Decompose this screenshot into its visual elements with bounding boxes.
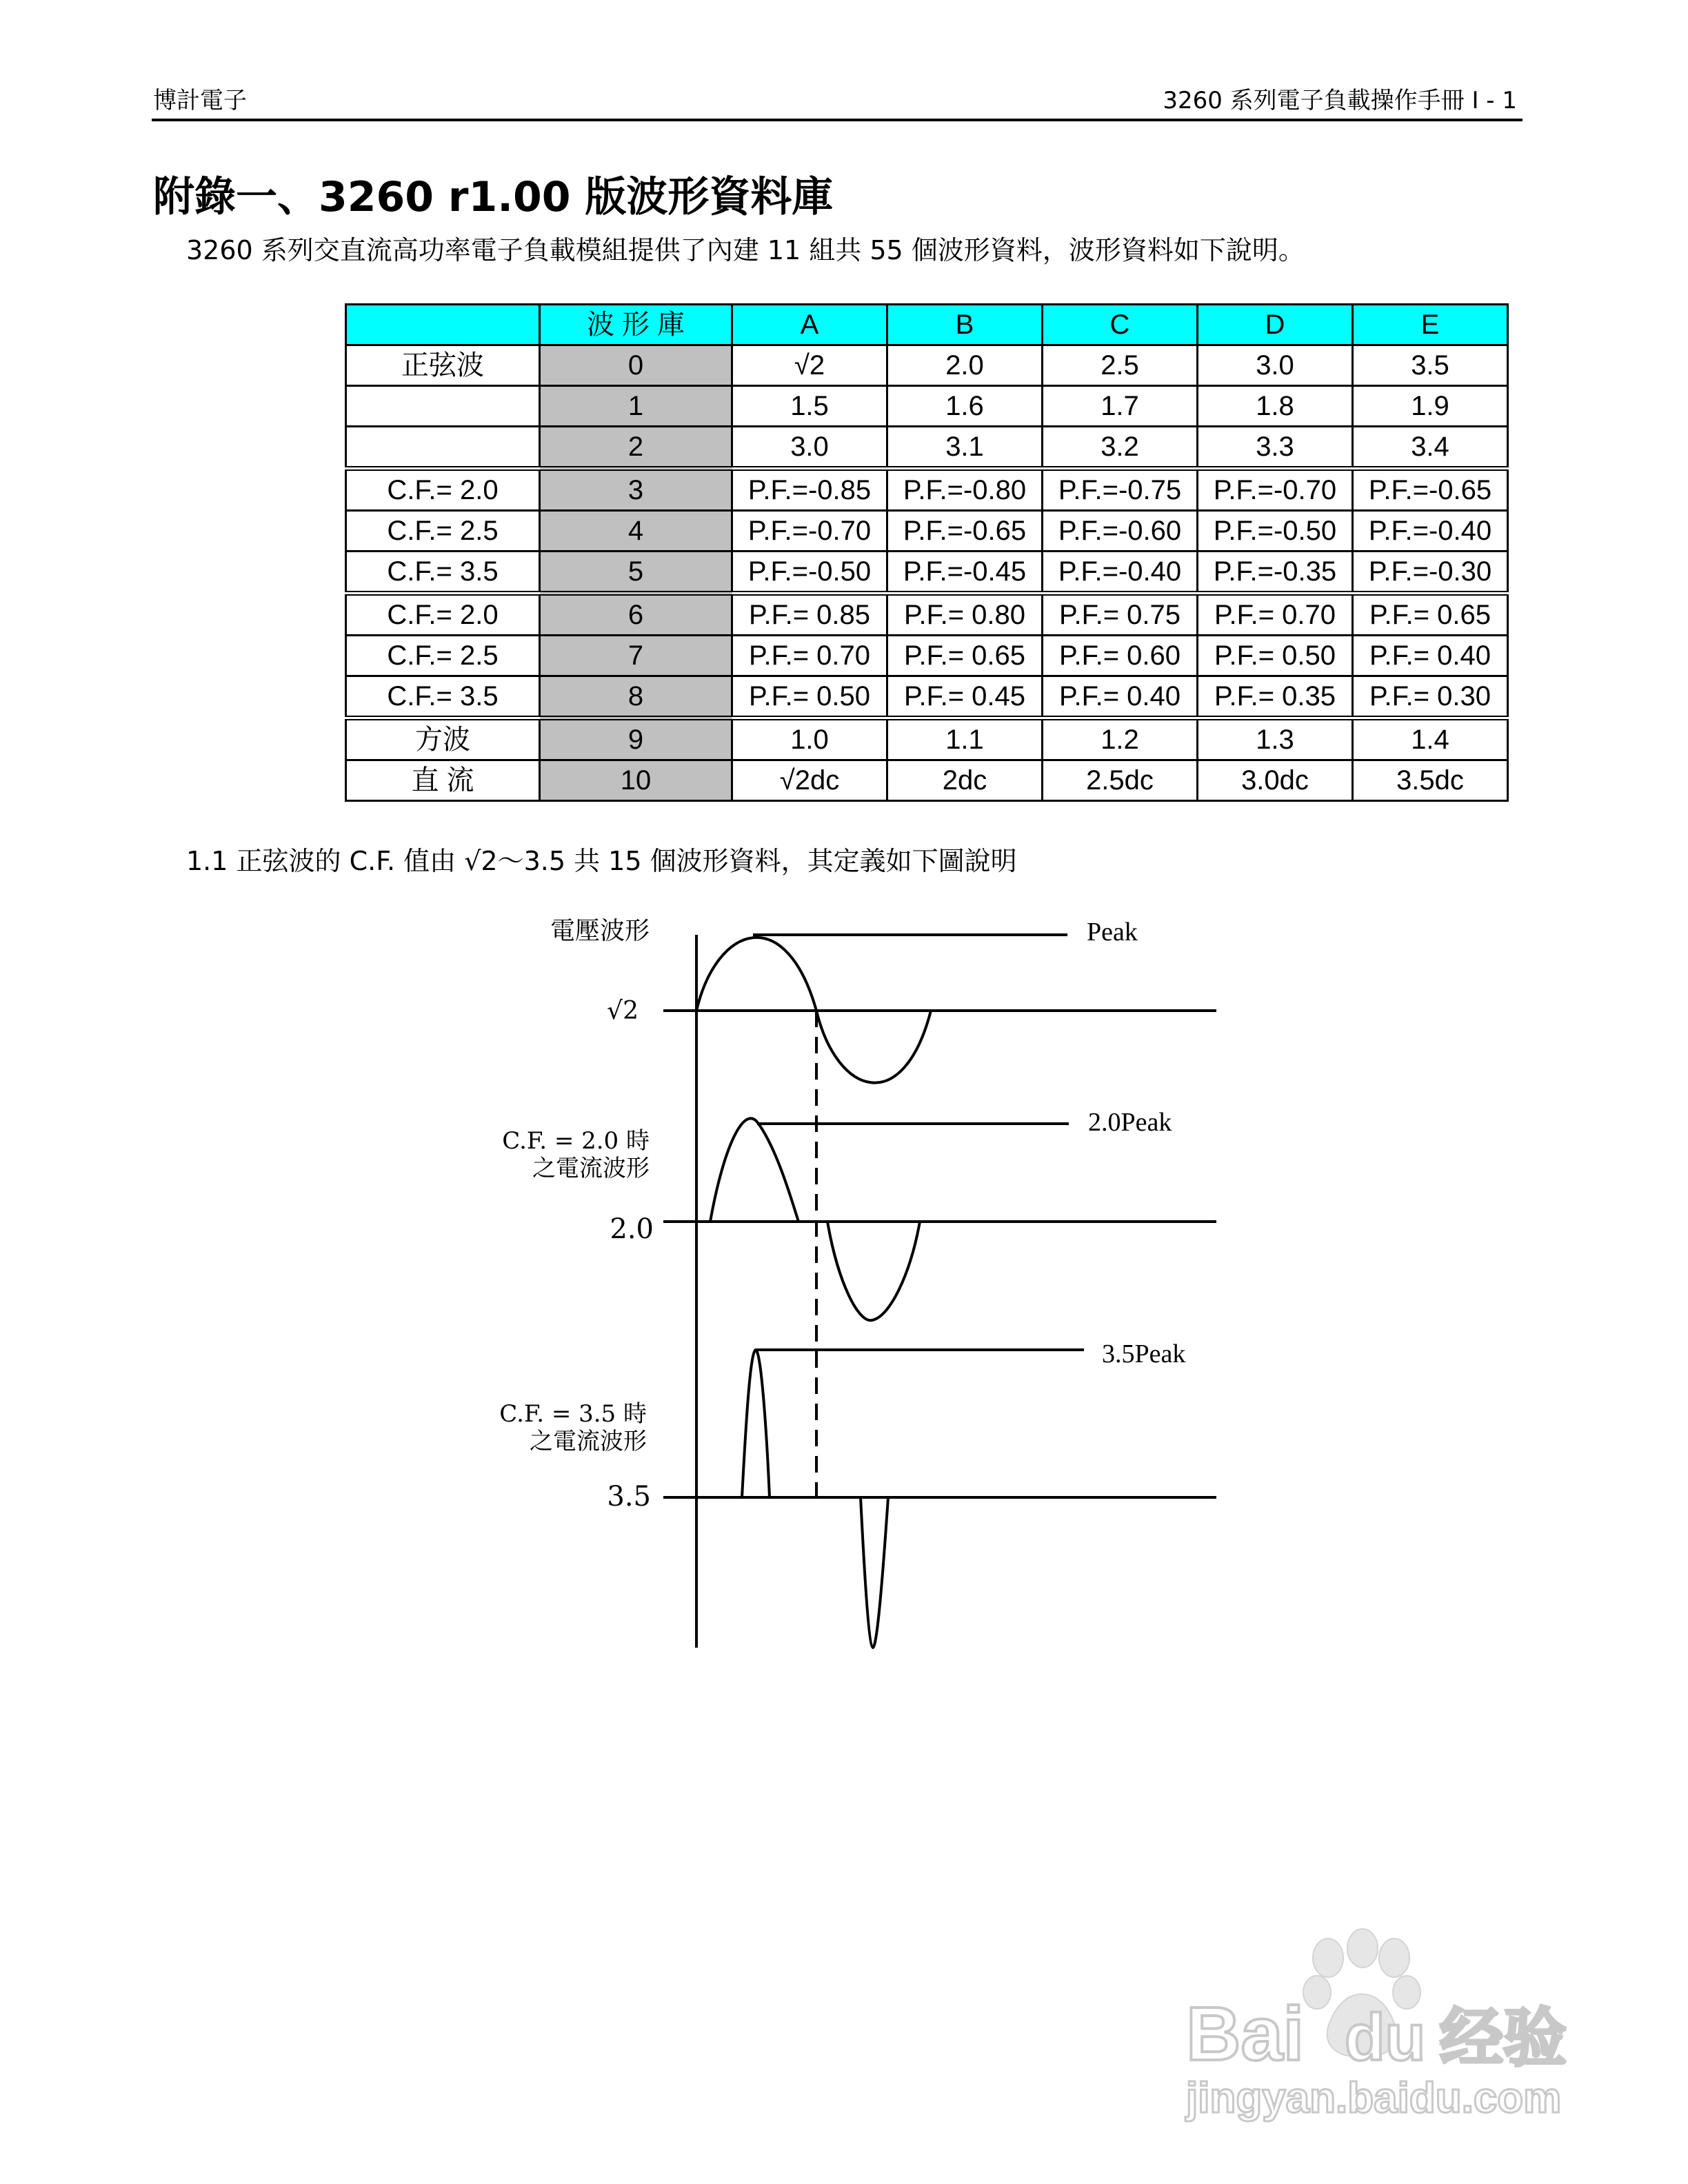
- header-company: 博計電子: [153, 87, 247, 114]
- cf20-label-line1: C.F. = 2.0 時: [502, 1127, 650, 1155]
- value-cell: 3.2: [1043, 427, 1198, 469]
- row-index-cell: 2: [540, 427, 732, 469]
- row-index-cell: 6: [540, 594, 732, 636]
- value-cell: 3.0: [732, 427, 887, 469]
- row-index-cell: 0: [540, 345, 732, 386]
- row-label-cell: C.F.= 2.0: [346, 469, 540, 511]
- level-sqrt2-label: √2: [607, 997, 639, 1025]
- table-header-cell: 波 形 庫: [540, 305, 732, 345]
- row-index-cell: 5: [540, 552, 732, 594]
- peak-2-label: 2.0Peak: [1088, 1108, 1172, 1137]
- svg-text:du: du: [1345, 2001, 1426, 2074]
- row-index-cell: 8: [540, 676, 732, 718]
- baidu-watermark: [1172, 1917, 1600, 2123]
- row-label-cell: C.F.= 2.0: [346, 594, 540, 636]
- row-index-cell: 3: [540, 469, 732, 511]
- value-cell: 1.2: [1043, 718, 1198, 760]
- row-label-cell: C.F.= 3.5: [346, 552, 540, 594]
- table-header-cell: E: [1353, 305, 1508, 345]
- table-header-cell: C: [1043, 305, 1198, 345]
- value-cell: 3.1: [887, 427, 1043, 469]
- value-cell: 2.5dc: [1043, 760, 1198, 801]
- row-index-cell: 4: [540, 511, 732, 552]
- value-cell: P.F.= 0.65: [887, 636, 1043, 676]
- svg-text:经验: 经验: [1440, 2001, 1567, 2075]
- value-cell: P.F.=-0.35: [1198, 552, 1353, 594]
- value-cell: 1.5: [732, 386, 887, 427]
- value-cell: 1.1: [887, 718, 1043, 760]
- row-label-cell: C.F.= 2.5: [346, 511, 540, 552]
- value-cell: 1.6: [887, 386, 1043, 427]
- value-cell: 2.0: [887, 345, 1043, 386]
- page-title: 附錄一、3260 r1.00 版波形資料庫: [153, 173, 834, 221]
- intro-paragraph: 3260 系列交直流高功率電子負載模組提供了內建 11 組共 55 個波形資料，波形資料如下說明。: [186, 235, 1305, 265]
- value-cell: 3.0: [1198, 345, 1353, 386]
- value-cell: P.F.= 0.50: [732, 676, 887, 718]
- value-cell: P.F.=-0.50: [1198, 511, 1353, 552]
- value-cell: P.F.= 0.30: [1353, 676, 1508, 718]
- row-index-cell: 10: [540, 760, 732, 801]
- value-cell: P.F.=-0.75: [1043, 469, 1198, 511]
- value-cell: P.F.= 0.65: [1353, 594, 1508, 636]
- section-heading: 1.1 正弦波的 C.F. 值由 √2～3.5 共 15 個波形資料，其定義如下圖說明: [186, 846, 1017, 876]
- value-cell: P.F.=-0.45: [887, 552, 1043, 594]
- value-cell: P.F.=-0.30: [1353, 552, 1508, 594]
- value-cell: P.F.=-0.85: [732, 469, 887, 511]
- value-cell: 2.5: [1043, 345, 1198, 386]
- value-cell: P.F.= 0.60: [1043, 636, 1198, 676]
- value-cell: 1.8: [1198, 386, 1353, 427]
- row-label-cell: C.F.= 3.5: [346, 676, 540, 718]
- cf20-negative-pulse: [827, 1222, 920, 1320]
- value-cell: 1.7: [1043, 386, 1198, 427]
- value-cell: P.F.=-0.65: [887, 511, 1043, 552]
- cf35-negative-pulse: [861, 1497, 888, 1648]
- value-cell: P.F.=-0.65: [1353, 469, 1508, 511]
- row-label-cell: 直 流: [346, 760, 540, 801]
- value-cell: 1.3: [1198, 718, 1353, 760]
- value-cell: 3.5: [1353, 345, 1508, 386]
- value-cell: P.F.= 0.40: [1043, 676, 1198, 718]
- value-cell: P.F.= 0.75: [1043, 594, 1198, 636]
- table-header-cell: B: [887, 305, 1043, 345]
- value-cell: P.F.= 0.45: [887, 676, 1043, 718]
- value-cell: 3.5dc: [1353, 760, 1508, 801]
- table-header-cell: D: [1198, 305, 1353, 345]
- value-cell: 1.9: [1353, 386, 1508, 427]
- watermark-url: jingyan.baidu.com: [1186, 2074, 1562, 2122]
- value-cell: P.F.=-0.70: [1198, 469, 1353, 511]
- header-manual-page: 3260 系列電子負載操作手冊 I - 1: [1163, 87, 1517, 114]
- value-cell: P.F.=-0.50: [732, 552, 887, 594]
- value-cell: P.F.= 0.40: [1353, 636, 1508, 676]
- row-label-cell: 正弦波: [346, 345, 540, 386]
- level-3-label: 3.5: [607, 1481, 651, 1513]
- cf35-label-line1: C.F. = 3.5 時: [499, 1400, 647, 1428]
- value-cell: P.F.=-0.40: [1043, 552, 1198, 594]
- peak-3-label: 3.5Peak: [1102, 1339, 1186, 1368]
- value-cell: P.F.= 0.35: [1198, 676, 1353, 718]
- value-cell: √2: [732, 345, 887, 386]
- cf35-positive-pulse: [742, 1350, 770, 1497]
- value-cell: P.F.=-0.80: [887, 469, 1043, 511]
- table-header-cell: A: [732, 305, 887, 345]
- value-cell: P.F.=-0.70: [732, 511, 887, 552]
- value-cell: P.F.= 0.85: [732, 594, 887, 636]
- value-cell: √2dc: [732, 760, 887, 801]
- value-cell: P.F.=-0.60: [1043, 511, 1198, 552]
- value-cell: P.F.= 0.50: [1198, 636, 1353, 676]
- row-index-cell: 1: [540, 386, 732, 427]
- watermark-brand: Bai: [1186, 1992, 1305, 2076]
- cf20-positive-pulse: [710, 1118, 798, 1222]
- voltage-waveform-label: 電壓波形: [550, 917, 650, 945]
- row-index-cell: 9: [540, 718, 732, 760]
- value-cell: P.F.=-0.40: [1353, 511, 1508, 552]
- level-2-label: 2.0: [610, 1213, 654, 1245]
- value-cell: P.F.= 0.70: [1198, 594, 1353, 636]
- row-label-cell: 方波: [346, 718, 540, 760]
- value-cell: 3.3: [1198, 427, 1353, 469]
- value-cell: 3.0dc: [1198, 760, 1353, 801]
- peak-label: Peak: [1087, 918, 1138, 947]
- cf35-label-line2: 之電流波形: [530, 1428, 647, 1455]
- row-index-cell: 7: [540, 636, 732, 676]
- value-cell: 2dc: [887, 760, 1043, 801]
- cf20-label-line2: 之電流波形: [532, 1155, 650, 1182]
- value-cell: 3.4: [1353, 427, 1508, 469]
- row-label-cell: C.F.= 2.5: [346, 636, 540, 676]
- value-cell: P.F.= 0.70: [732, 636, 887, 676]
- value-cell: 1.4: [1353, 718, 1508, 760]
- value-cell: P.F.= 0.80: [887, 594, 1043, 636]
- value-cell: 1.0: [732, 718, 887, 760]
